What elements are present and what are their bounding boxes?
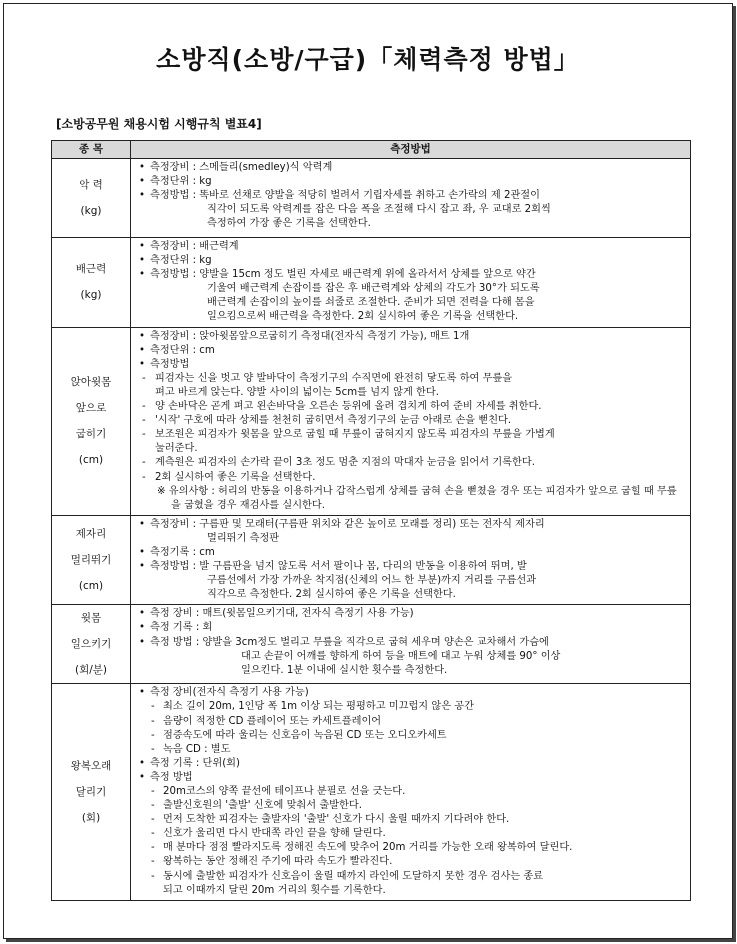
item-label: 굽히기 (75, 428, 107, 441)
header-item: 종 목 (52, 141, 131, 159)
method-line: • 측정방법 : 발 구름판을 넘지 않도록 서서 팔이나 몸, 다리의 반동을 이용하여 뛰며, 발 (139, 560, 684, 574)
method-line: • 측정 기록 : 회 (139, 621, 684, 635)
item-label: 앉아윗몸 (70, 376, 112, 389)
table-row (52, 159, 691, 238)
method-line: • 측정방법 : 양발을 15cm 정도 벌린 자세로 배근력계 위에 올라서서 상체를 앞으로 약간 (139, 268, 684, 282)
method-cell (131, 159, 691, 238)
method-line: • 측정방법 (139, 358, 684, 372)
item-label: 제자리 (75, 528, 107, 541)
table-row (52, 605, 691, 684)
item-label: (kg) (80, 289, 102, 302)
dash-marker: - (151, 814, 155, 826)
item-label: (cm) (78, 580, 104, 593)
method-line-text: 구름선에서 가장 가까운 착지점(신체의 어느 한 부분)까지 거리를 구름선과 (207, 575, 537, 587)
method-line (139, 785, 684, 799)
method-line-text: 20m코스의 양쪽 끝선에 테이프나 분필로 선을 긋는다. (163, 786, 406, 797)
method-line: • 측정 방법 : 양발을 3cm정도 벌리고 무릎을 직각으로 굽혀 세우며 양손은 교차해서 가슴에 (139, 636, 684, 650)
method-line-text: 되고 이때까지 달린 20m 거리의 횟수를 기록한다. (163, 884, 386, 896)
method-line-text: 펴고 바르게 앉는다. 양발 사이의 넓이는 5cm를 넘지 않게 한다. (155, 386, 439, 398)
caution-note: ※ 유의사항 : 허리의 반동을 이용하거나 갑작스럽게 상체를 굽혀 손을 뻗쳤을 경우 또는 피검자가 앞으로 굽힐 때 무릎을 굽혔을 경우 재검사를 실시한다. (157, 485, 677, 511)
item-label: 윗몸 (80, 612, 102, 625)
item-cell (52, 159, 131, 238)
method-line (139, 588, 684, 602)
method-line (139, 428, 684, 442)
method-line: • 측정 장비(전자식 측정기 사용 가능) (139, 686, 684, 700)
table-row (52, 238, 691, 328)
table-row (52, 684, 691, 900)
dash-marker: - (151, 828, 155, 840)
dash-marker: - (151, 743, 155, 755)
method-line-text: 음량이 적정한 CD 플레이어 또는 카세트플레이어 (163, 715, 382, 727)
item-cell (52, 684, 131, 900)
method-line-text: 녹음 CD : 별도 (163, 743, 231, 755)
item-cell (52, 238, 131, 328)
method-line-text: 최소 길이 20m, 1인당 폭 1m 이상 되는 평평하고 미끄럽지 않은 공간 (163, 701, 474, 713)
method-line (139, 282, 684, 296)
method-line-text: 눌러준다. (155, 443, 198, 455)
method-line: • 측정단위 : cm (139, 344, 684, 358)
method-line-text: 직각이 되도록 악력계를 잡은 다음 폭을 조절해 다시 잡고 좌, 우 교대로 2회씩 (207, 204, 551, 216)
method-line-text: 측정하여 가장 좋은 기록을 선택한다. (207, 218, 371, 230)
dash-marker: - (142, 429, 146, 441)
method-line (139, 296, 684, 310)
method-line (139, 841, 684, 855)
method-line: • 측정장비 : 구름판 및 모래터(구름판 위치와 같은 높이로 모래를 정리) 또는 전자식 제자리 (139, 518, 684, 532)
method-line: • 측정장비 : 앉아윗몸앞으로굽히기 측정대(전자식 측정기 가능), 매트 1개 (139, 330, 684, 344)
method-line (139, 700, 684, 714)
dash-marker: - (151, 715, 155, 727)
method-line: • 측정 장비 : 매트(윗몸일으키기대, 전자식 측정기 사용 가능) (139, 607, 684, 621)
method-line (139, 870, 684, 884)
method-line-text: 왕복하는 동안 정해진 주기에 따라 속도가 빨라진다. (163, 856, 393, 868)
item-label: (cm) (78, 454, 104, 467)
document-subtitle: [소방공무원 채용시험 시행규칙 별표4] (56, 117, 262, 131)
item-cell (52, 327, 131, 515)
method-cell (131, 684, 691, 900)
method-line-text: 동시에 출발한 피검자가 신호음이 울릴 때까지 라인에 도달하지 못한 경우 검사는 종료 (163, 870, 544, 882)
method-line-text: 배근력계 손잡이의 높이를 쇠줄로 조절한다. 준비가 되면 전력을 다해 몸을 (207, 297, 535, 309)
dash-marker: - (151, 800, 155, 812)
method-line-text: 2회 실시하여 좋은 기록을 선택한다. (155, 471, 316, 483)
method-line-text: 먼저 도착한 피검자는 출발자의 '출발' 신호가 다시 울릴 때까지 기다려야 한다. (163, 814, 510, 826)
method-line (139, 456, 684, 470)
item-label: 일으키기 (70, 638, 112, 651)
method-line (139, 414, 684, 428)
method-line: • 측정단위 : kg (139, 175, 684, 189)
item-label: 왕복오래 (70, 760, 112, 773)
method-line (139, 372, 684, 386)
method-line-text: 일으킨다. 1분 이내에 실시한 횟수를 측정한다. (241, 664, 448, 676)
table-row (52, 515, 691, 605)
method-line (139, 532, 684, 546)
table-header-row (52, 141, 691, 159)
method-line (139, 855, 684, 869)
dash-marker: - (151, 870, 155, 882)
item-label: 앞으로 (75, 402, 107, 415)
method-line-text: 출발신호원의 '출발' 신호에 맞춰서 출발한다. (163, 800, 362, 812)
method-line (139, 217, 684, 231)
method-line (139, 400, 684, 414)
measurement-table (51, 140, 691, 901)
item-cell (52, 605, 131, 684)
method-line: • 측정방법 : 똑바로 선채로 양발을 적당히 벌려서 기립자세를 취하고 손가락의 제 2관절이 (139, 189, 684, 203)
method-line (139, 884, 684, 898)
header-method: 측정방법 (131, 141, 691, 159)
method-line-text: 일으킴으로써 배근력을 측정한다. 2회 실시하여 좋은 기록을 선택한다. (207, 311, 519, 323)
method-line-text: 기울여 배근력계 손잡이를 잡은 후 배근력계와 상체의 각도가 30°가 되도록 (207, 283, 540, 295)
dash-marker: - (151, 786, 155, 797)
method-line (139, 743, 684, 757)
item-label: (회) (81, 812, 101, 825)
method-line-text: '시작' 구호에 따라 상체를 천천히 굽히면서 측정기구의 눈금 아래로 손을 뻗친다. (155, 415, 512, 427)
method-line (139, 574, 684, 588)
method-line (139, 715, 684, 729)
table-row (52, 327, 691, 515)
method-line: • 측정장비 : 스메들리(smedley)식 악력계 (139, 161, 684, 175)
method-line (139, 386, 684, 400)
item-label: (kg) (80, 205, 102, 217)
method-line-text: 보조원은 피검자가 윗몸을 앞으로 굽힐 때 무릎이 굽혀지지 않도록 피검자의 무릎을 가볍게 (155, 429, 555, 441)
method-line (139, 729, 684, 743)
method-line (139, 813, 684, 827)
dash-marker: - (151, 856, 155, 868)
method-line-text: 대고 손끝이 어깨를 향하게 하여 등을 매트에 대고 누워 상체를 90° 이상 (241, 650, 561, 662)
method-cell (131, 238, 691, 328)
method-cell (131, 605, 691, 684)
dash-marker: - (142, 457, 146, 469)
method-line (139, 799, 684, 813)
method-line: • 측정장비 : 배근력계 (139, 240, 684, 254)
item-cell (52, 515, 131, 605)
method-line (139, 827, 684, 841)
method-line: • 측정단위 : kg (139, 254, 684, 268)
dash-marker: - (142, 471, 146, 483)
method-line-text: 점증속도에 따라 울리는 신호음이 녹음된 CD 또는 오디오카세트 (163, 729, 447, 741)
method-line (139, 442, 684, 456)
method-line-text: 매 분마다 점점 빨라지도록 정해진 속도에 맞추어 20m 거리를 가능한 오래 왕복하여 달린다. (163, 842, 573, 854)
item-label: (회/분) (74, 664, 108, 677)
method-line: • 측정 기록 : 단위(회) (139, 757, 684, 771)
item-label: 배근력 (75, 263, 107, 276)
method-line: • 측정기록 : cm (139, 546, 684, 560)
dash-marker: - (151, 842, 155, 854)
dash-marker: - (142, 401, 146, 413)
method-line (139, 310, 684, 324)
method-line-text: 멀리뛰기 측정판 (207, 532, 280, 544)
method-cell (131, 327, 691, 515)
item-label: 달리기 (75, 786, 107, 799)
method-line-text: 양 손바닥은 곧게 펴고 왼손바닥을 오른손 등위에 올려 겹치게 하여 준비 자세를 취한다. (155, 401, 542, 413)
method-cell (131, 515, 691, 605)
item-label: 멀리뛰기 (70, 554, 112, 567)
dash-marker: - (142, 415, 146, 427)
dash-marker: - (151, 701, 155, 713)
table-body (52, 159, 691, 901)
method-line-text: 신호가 울리면 다시 반대쪽 라인 끝을 향해 달린다. (163, 828, 386, 840)
method-line-text: 피검자는 신을 벗고 양 발바닥이 측정기구의 수직면에 완전히 닿도록 하여 무릎을 (155, 372, 513, 384)
item-label: 악 력 (79, 179, 103, 191)
method-line: • 측정 방법 (139, 771, 684, 785)
dash-marker: - (151, 729, 155, 741)
method-line (139, 471, 684, 485)
method-line-text: 직각으로 측정한다. 2회 실시하여 좋은 기록을 선택한다. (207, 589, 456, 601)
method-line (139, 650, 684, 664)
method-line (139, 203, 684, 217)
method-line-text: 계측원은 피검자의 손가락 끝이 3초 정도 멈춘 지점의 막대자 눈금을 읽어서 기록한다. (155, 457, 535, 469)
method-line (139, 664, 684, 678)
dash-marker: - (142, 372, 146, 384)
page-title: 소방직(소방/구급)「체력측정 방법」 (156, 45, 580, 74)
